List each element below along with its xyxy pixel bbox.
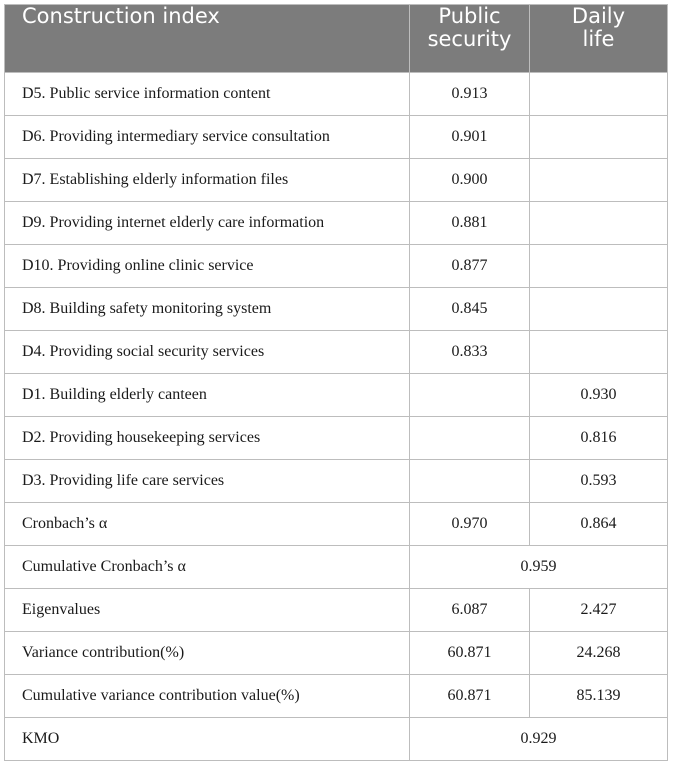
public-security-value: 60.871 xyxy=(410,632,530,675)
table-row xyxy=(5,632,668,675)
row-label: Variance contribution(%) xyxy=(5,632,410,675)
public-security-value xyxy=(410,460,530,503)
row-label: D9. Providing internet elderly care information xyxy=(5,202,410,245)
public-security-value: 6.087 xyxy=(410,589,530,632)
header-public-security-line1: Public xyxy=(438,4,501,28)
row-label: D5. Public service information content xyxy=(5,73,410,116)
table-row xyxy=(5,73,668,116)
table-row xyxy=(5,288,668,331)
row-label: D6. Providing intermediary service consultation xyxy=(5,116,410,159)
table-row xyxy=(5,503,668,546)
row-label: Eigenvalues xyxy=(5,589,410,632)
public-security-value: 0.900 xyxy=(410,159,530,202)
header-daily-life-line1: Daily xyxy=(571,4,626,28)
daily-life-value xyxy=(530,73,668,116)
daily-life-value xyxy=(530,116,668,159)
daily-life-value xyxy=(530,331,668,374)
public-security-value: 0.845 xyxy=(410,288,530,331)
row-label: D8. Building safety monitoring system xyxy=(5,288,410,331)
daily-life-value: 0.593 xyxy=(530,460,668,503)
header-public-security-line2: security xyxy=(427,27,512,51)
header-daily-life-line2: life xyxy=(582,27,615,51)
row-label: Cumulative variance contribution value(%) xyxy=(5,675,410,718)
daily-life-value: 0.930 xyxy=(530,374,668,417)
table-row xyxy=(5,460,668,503)
daily-life-value: 85.139 xyxy=(530,675,668,718)
cumulative-cronbach-row xyxy=(5,546,668,589)
header-daily-life xyxy=(530,5,668,73)
row-label: D3. Providing life care services xyxy=(5,460,410,503)
table-row xyxy=(5,589,668,632)
row-label: D1. Building elderly canteen xyxy=(5,374,410,417)
header-construction-index: Construction index xyxy=(5,5,410,73)
row-label: Cronbach’s α xyxy=(5,503,410,546)
table-row xyxy=(5,374,668,417)
public-security-value: 0.901 xyxy=(410,116,530,159)
header-public-security xyxy=(410,5,530,73)
row-label: KMO xyxy=(5,718,410,761)
daily-life-value xyxy=(530,288,668,331)
table-row xyxy=(5,116,668,159)
cumulative-cronbach-value: 0.959 xyxy=(410,546,668,589)
table-header-row xyxy=(5,5,668,73)
public-security-value: 0.833 xyxy=(410,331,530,374)
daily-life-value: 0.816 xyxy=(530,417,668,460)
kmo-value: 0.929 xyxy=(410,718,668,761)
row-label: D2. Providing housekeeping services xyxy=(5,417,410,460)
table-row xyxy=(5,159,668,202)
table-row xyxy=(5,675,668,718)
row-label: D7. Establishing elderly information files xyxy=(5,159,410,202)
daily-life-value: 24.268 xyxy=(530,632,668,675)
daily-life-value xyxy=(530,159,668,202)
table-row xyxy=(5,202,668,245)
daily-life-value: 0.864 xyxy=(530,503,668,546)
public-security-value: 0.913 xyxy=(410,73,530,116)
public-security-value: 0.970 xyxy=(410,503,530,546)
table-row xyxy=(5,245,668,288)
row-label: D4. Providing social security services xyxy=(5,331,410,374)
factor-loading-table xyxy=(4,4,668,761)
kmo-row xyxy=(5,718,668,761)
public-security-value: 0.881 xyxy=(410,202,530,245)
public-security-value: 60.871 xyxy=(410,675,530,718)
row-label: Cumulative Cronbach’s α xyxy=(5,546,410,589)
table-row xyxy=(5,331,668,374)
row-label: D10. Providing online clinic service xyxy=(5,245,410,288)
daily-life-value: 2.427 xyxy=(530,589,668,632)
daily-life-value xyxy=(530,245,668,288)
daily-life-value xyxy=(530,202,668,245)
public-security-value: 0.877 xyxy=(410,245,530,288)
public-security-value xyxy=(410,417,530,460)
public-security-value xyxy=(410,374,530,417)
table-row xyxy=(5,417,668,460)
